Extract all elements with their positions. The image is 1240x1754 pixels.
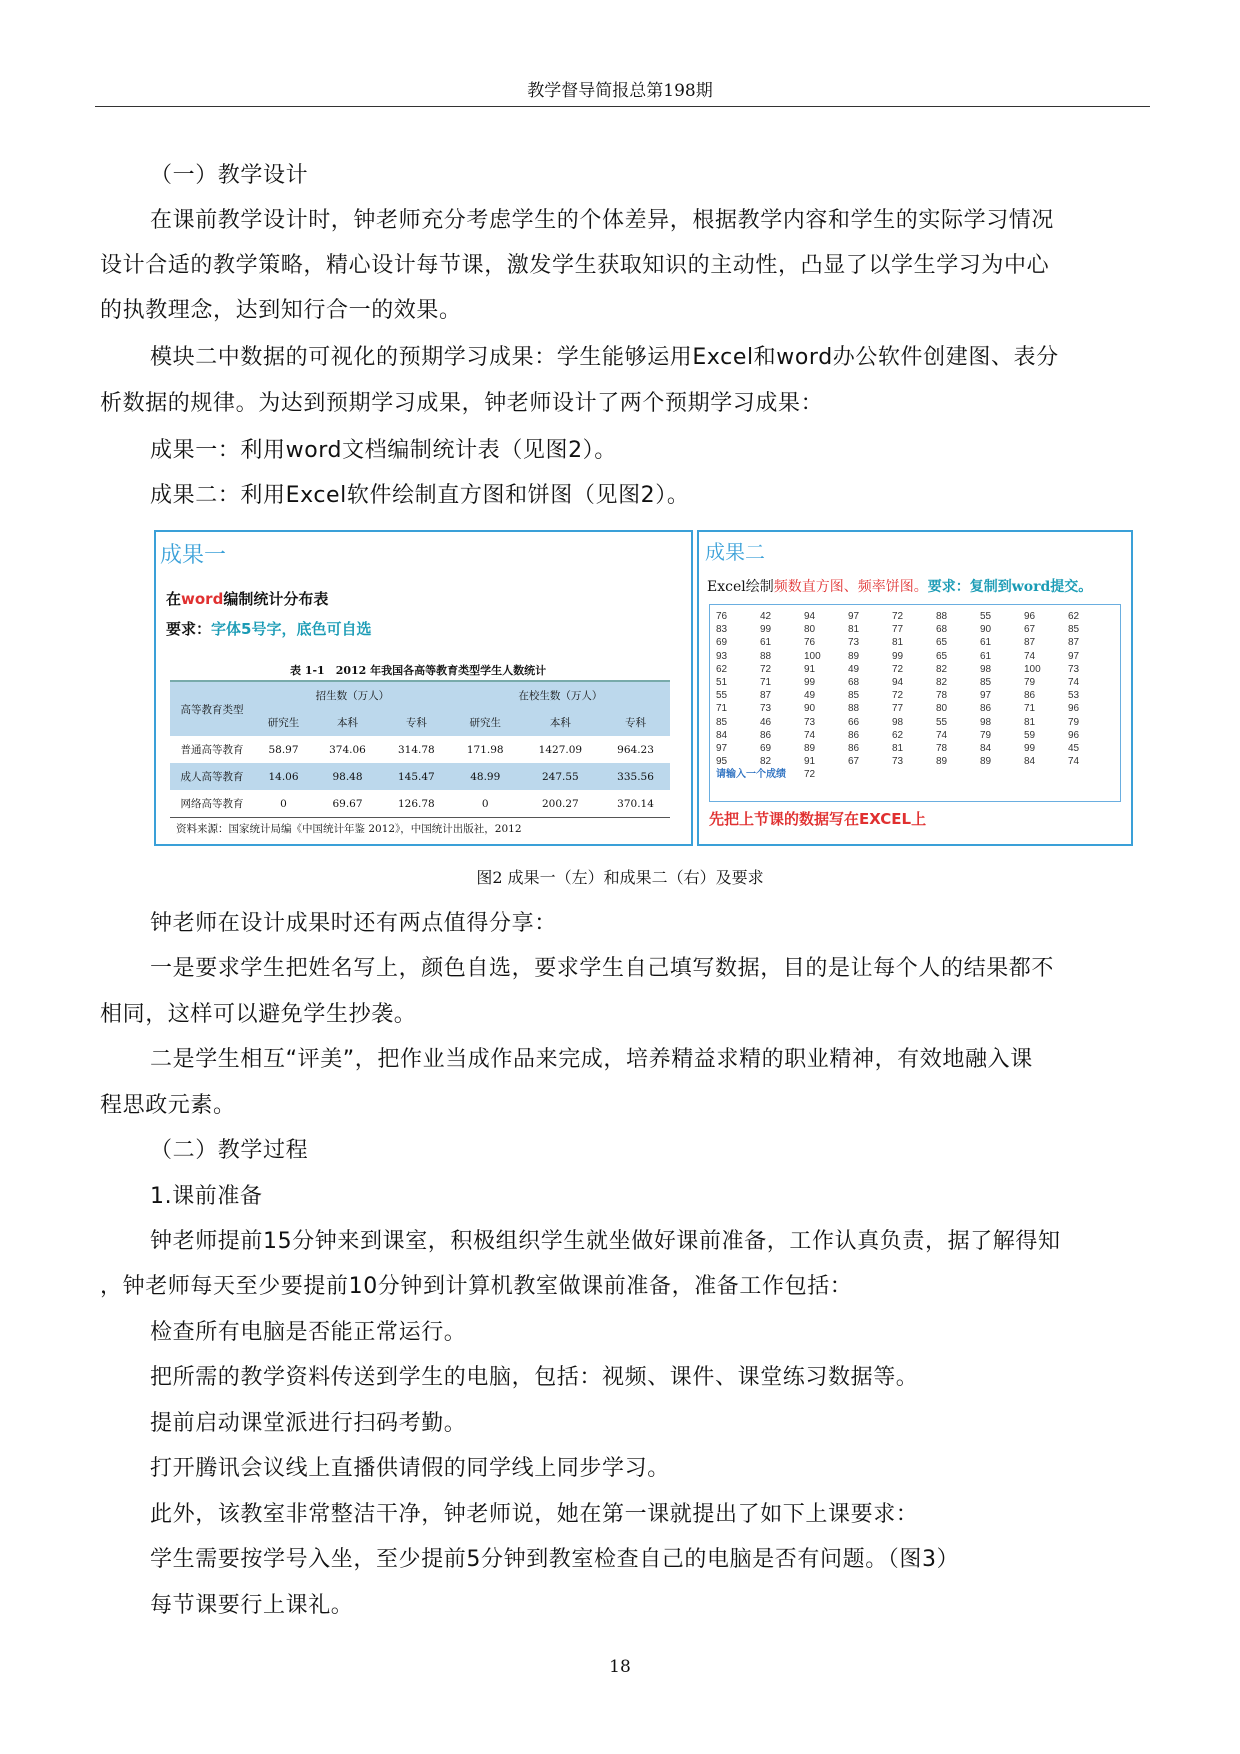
grid-cell: 77 [892, 624, 904, 636]
table-cell: 171.98 [466, 743, 504, 756]
list-item: 此外，该教室非常整洁干净，钟老师说，她在第一课就提出了如下上课要求： [150, 1502, 919, 1527]
figure-left-requirement [166, 618, 371, 639]
excel-score-grid [709, 604, 1121, 802]
grid-cell: 86 [1024, 690, 1036, 702]
grid-cell: 96 [1068, 703, 1080, 715]
group-enrollment-header: 招生数（万人） [315, 690, 390, 702]
grid-cell: 87 [1068, 637, 1080, 649]
grid-cell: 94 [804, 611, 816, 622]
result-one-text: 成果一：利用word文档编制统计表（见图2）。 [150, 438, 617, 463]
grid-input-row [716, 769, 848, 781]
grid-cell: 73 [760, 703, 772, 715]
grid-cell: 98 [892, 716, 904, 728]
table-bottom-rule [170, 817, 670, 818]
grid-cell: 68 [848, 677, 860, 688]
grid-cell: 89 [980, 756, 992, 768]
grid-row [716, 651, 1112, 663]
grid-cell: 71 [1024, 703, 1036, 715]
grid-cell: 61 [760, 637, 772, 649]
grid-cell: 45 [1068, 743, 1080, 754]
table-cell: 964.23 [617, 743, 654, 756]
figure-caption: 图2 成果一（左）和成果二（右）及要求 [476, 868, 764, 887]
paragraph-line: 的执教理念，达到知行合一的效果。 [100, 298, 462, 323]
figure-left-subtitle [166, 588, 328, 609]
list-item: 每节课要行上课礼。 [150, 1593, 354, 1618]
grid-row [716, 756, 1112, 768]
grid-cell: 84 [716, 729, 728, 741]
grid-cell: 86 [848, 743, 860, 754]
table-cell: 335.56 [617, 770, 654, 783]
figure-result-one [154, 530, 693, 846]
grid-cell: 99 [760, 624, 772, 636]
grid-cell: 81 [1024, 716, 1036, 728]
figure-right-footer: 先把上节课的数据写在EXCEL上 [709, 810, 927, 828]
subcol-header: 本科 [549, 717, 571, 729]
grid-cell: 97 [848, 611, 860, 622]
list-item: 把所需的教学资料传送到学生的电脑，包括：视频、课件、课堂练习数据等。 [150, 1365, 919, 1390]
grid-cell: 73 [804, 716, 816, 728]
table-cell: 247.55 [541, 770, 579, 783]
table-cell: 126.78 [397, 797, 435, 810]
grid-cell: 81 [848, 624, 860, 636]
grid-cell: 74 [1024, 650, 1036, 662]
table-cell: 98.48 [332, 770, 363, 783]
grid-cell: 78 [936, 743, 948, 754]
running-header: 教学督导简报总第198期 [527, 81, 713, 101]
grid-cell: 80 [804, 624, 816, 636]
subcol-header: 本科 [336, 717, 358, 729]
table-cell: 314.78 [397, 743, 435, 756]
paragraph-line: 相同，这样可以避免学生抄袭。 [100, 1002, 417, 1027]
list-item: 打开腾讯会议线上直播供请假的同学线上同步学习。 [150, 1456, 670, 1481]
grid-cell: 90 [804, 703, 816, 715]
paragraph-line: 程思政元素。 [100, 1093, 236, 1118]
grid-cell: 82 [936, 663, 948, 675]
grid-cell: 84 [980, 743, 992, 754]
grid-cell: 73 [1068, 663, 1080, 675]
grid-cell: 69 [760, 743, 772, 754]
instruction-blue: 要求：复制到word提交。 [927, 579, 1093, 595]
table-cell: 370.14 [617, 797, 654, 810]
grid-cell: 99 [1024, 743, 1036, 754]
grid-cell: 89 [804, 743, 816, 754]
grid-row [716, 611, 1112, 623]
grid-cell: 61 [980, 650, 992, 662]
group-students-header: 在校生数（万人） [518, 690, 603, 702]
paragraph-line: 析数据的规律。为达到预期学习成果，钟老师设计了两个预期学习成果： [100, 391, 824, 416]
subtitle-word: word [181, 590, 224, 608]
grid-cell: 79 [1068, 716, 1080, 728]
grid-cell: 69 [716, 637, 728, 649]
grid-cell: 62 [892, 729, 904, 741]
table-cell: 374.06 [329, 743, 366, 756]
grid-cell: 95 [716, 756, 728, 768]
table-cell: 14.06 [268, 770, 299, 783]
grid-cell: 74 [936, 729, 948, 741]
grid-cell: 88 [848, 703, 860, 715]
grid-cell: 100 [1024, 663, 1041, 675]
table-cell: 145.47 [397, 770, 435, 783]
grid-cell: 46 [760, 716, 772, 728]
grid-cell: 97 [980, 690, 992, 702]
instruction-red: 频数直方图、频率饼图。 [773, 579, 928, 595]
grid-cell: 86 [760, 729, 772, 741]
grid-cell: 76 [804, 637, 816, 649]
grid-cell: 93 [716, 650, 728, 662]
grid-cell: 90 [980, 624, 992, 636]
grid-cell: 67 [1024, 624, 1036, 636]
grid-cell: 97 [1068, 650, 1080, 662]
requirement-text: 字体5号字，底色可自选 [211, 620, 372, 638]
grid-cell: 85 [716, 716, 728, 728]
instruction-prefix: Excel绘制 [707, 579, 774, 595]
grid-cell: 74 [804, 729, 816, 741]
grid-cell: 81 [892, 743, 904, 754]
grid-cell: 88 [760, 650, 772, 662]
grid-cell: 78 [936, 690, 948, 702]
paragraph-line: 二是学生相互“评美”，把作业当成作品来完成，培养精益求精的职业精神，有效地融入课 [150, 1047, 1033, 1072]
grid-cell: 77 [892, 703, 904, 715]
subtitle-suffix: 编制统计分布表 [223, 590, 329, 608]
grid-cell: 99 [892, 650, 904, 662]
grid-cell: 67 [848, 756, 860, 768]
table-cell: 普通高等教育 [180, 744, 244, 756]
table-row [170, 736, 670, 763]
table-cell: 成人高等教育 [180, 771, 244, 783]
grid-cell: 81 [892, 637, 904, 649]
grid-cell: 62 [716, 663, 728, 675]
table-row [170, 763, 670, 790]
grid-cell: 59 [1024, 729, 1036, 741]
grid-cell: 96 [1068, 729, 1080, 741]
grid-cell: 97 [716, 743, 728, 754]
figure-right-instruction [707, 576, 1092, 596]
grid-cell: 62 [1068, 611, 1080, 622]
grid-cell: 49 [804, 690, 816, 702]
grid-row [716, 624, 1112, 636]
grid-cell: 98 [980, 663, 992, 675]
grid-cell: 72 [892, 611, 904, 622]
grid-row [716, 703, 1112, 715]
table-cell: 48.99 [470, 770, 501, 783]
grid-cell: 76 [716, 611, 728, 622]
table-cell: 1427.09 [538, 743, 583, 756]
grid-cell: 73 [848, 637, 860, 649]
grid-row [716, 690, 1112, 702]
table-cell: 69.67 [332, 797, 363, 810]
grid-cell: 85 [980, 677, 992, 688]
grid-row [716, 664, 1112, 676]
grid-cell: 71 [716, 703, 728, 715]
grid-cell: 42 [760, 611, 772, 622]
grid-cell: 71 [760, 677, 772, 688]
list-item: 学生需要按学号入坐，至少提前5分钟到教室检查自己的电脑是否有问题。（图3） [150, 1547, 960, 1572]
grid-cell: 68 [936, 624, 948, 636]
grid-cell: 82 [936, 677, 948, 688]
grid-row [716, 730, 1112, 742]
paragraph-line: 设计合适的教学策略，精心设计每节课，激发学生获取知识的主动性，凸显了以学生学习为中心 [100, 253, 1050, 278]
grid-cell: 85 [848, 690, 860, 702]
grid-cell: 87 [1024, 637, 1036, 649]
table-source: 资料来源：国家统计局编《中国统计年鉴 2012》，中国统计出版社，2012 [176, 823, 522, 835]
subcol-header: 专科 [405, 717, 427, 729]
table-cell: 网络高等教育 [180, 798, 244, 810]
grid-cell: 88 [936, 611, 948, 622]
grid-cell: 55 [936, 716, 948, 728]
subcol-header: 研究生 [267, 717, 300, 729]
paragraph-line: ，钟老师每天至少要提前10分钟到计算机教室做课前准备，准备工作包括： [100, 1274, 853, 1299]
stat-table-title: 表 1-1 2012 年我国各高等教育类型学生人数统计 [290, 664, 547, 677]
grid-cell: 80 [936, 703, 948, 715]
paragraph-line: 模块二中数据的可视化的预期学习成果：学生能够运用Excel和word办公软件创建图、表分 [150, 345, 1059, 370]
grid-cell: 74 [1068, 756, 1080, 768]
section-heading-process: （二）教学过程 [150, 1138, 309, 1163]
grid-input-hint: 请输入一个成绩 [716, 769, 786, 781]
grid-cell: 65 [936, 637, 948, 649]
figure-result-two [697, 530, 1133, 846]
grid-row [716, 743, 1112, 755]
grid-cell: 82 [760, 756, 772, 768]
list-item: 提前启动课堂派进行扫码考勤。 [150, 1411, 467, 1436]
grid-cell: 89 [848, 650, 860, 662]
grid-cell: 94 [892, 677, 904, 688]
grid-cell: 86 [848, 729, 860, 741]
grid-cell: 91 [804, 663, 816, 675]
grid-cell: 85 [1068, 624, 1080, 636]
subcol-header: 专科 [625, 717, 647, 729]
subheading-preparation: 1.课前准备 [150, 1184, 263, 1209]
grid-cell: 83 [716, 624, 728, 636]
table-cell: 0 [481, 797, 489, 810]
grid-row [716, 677, 1112, 689]
list-item: 检查所有电脑是否能正常运行。 [150, 1320, 467, 1345]
col-type-header: 高等教育类型 [180, 703, 244, 716]
requirement-label: 要求： [166, 620, 212, 638]
paragraph-line: 钟老师在设计成果时还有两点值得分享： [150, 911, 557, 936]
grid-cell: 53 [1068, 690, 1080, 702]
grid-cell: 66 [848, 716, 860, 728]
paragraph-line: 在课前教学设计时，钟老师充分考虑学生的个体差异，根据教学内容和学生的实际学习情况 [150, 208, 1055, 233]
subtitle-prefix: 在 [166, 590, 182, 608]
table-cell: 58.97 [268, 743, 299, 756]
grid-cell: 55 [716, 690, 728, 702]
paragraph-line: 一是要求学生把姓名写上，颜色自选，要求学生自己填写数据，目的是让每个人的结果都不 [150, 956, 1055, 981]
grid-row [716, 637, 1112, 649]
paragraph-line: 钟老师提前15分钟来到课室，积极组织学生就坐做好课前准备，工作认真负责，据了解得知 [150, 1229, 1061, 1254]
table-cell: 200.27 [541, 797, 579, 810]
header-rule [95, 106, 1150, 107]
grid-input-value: 72 [804, 769, 816, 781]
grid-cell: 79 [980, 729, 992, 741]
table-cell: 0 [280, 797, 287, 810]
grid-cell: 74 [1068, 677, 1080, 688]
grid-cell: 55 [980, 611, 992, 622]
grid-cell: 96 [1024, 611, 1036, 622]
grid-cell: 91 [804, 756, 816, 768]
grid-cell: 84 [1024, 756, 1036, 768]
grid-row [716, 717, 1112, 729]
figure-right-title: 成果二 [705, 540, 765, 564]
grid-cell: 79 [1024, 677, 1036, 688]
table-row [170, 790, 670, 817]
section-heading-design: （一）教学设计 [150, 163, 309, 188]
grid-cell: 61 [980, 637, 992, 649]
grid-cell: 51 [716, 677, 728, 688]
grid-cell: 72 [760, 663, 772, 675]
grid-cell: 72 [892, 690, 904, 702]
grid-cell: 100 [804, 650, 821, 662]
stat-table [170, 682, 670, 817]
page-number: 18 [609, 1657, 631, 1677]
grid-cell: 72 [892, 663, 904, 675]
grid-cell: 65 [936, 650, 948, 662]
result-two-text: 成果二：利用Excel软件绘制直方图和饼图（见图2）。 [150, 483, 690, 508]
subcol-header: 研究生 [469, 717, 501, 729]
grid-cell: 86 [980, 703, 992, 715]
grid-cell: 98 [980, 716, 992, 728]
grid-cell: 49 [848, 663, 860, 675]
grid-cell: 87 [760, 690, 772, 702]
figure-left-title: 成果一 [160, 543, 227, 568]
grid-cell: 99 [804, 677, 816, 688]
grid-cell: 73 [892, 756, 904, 768]
grid-cell: 89 [936, 756, 948, 768]
